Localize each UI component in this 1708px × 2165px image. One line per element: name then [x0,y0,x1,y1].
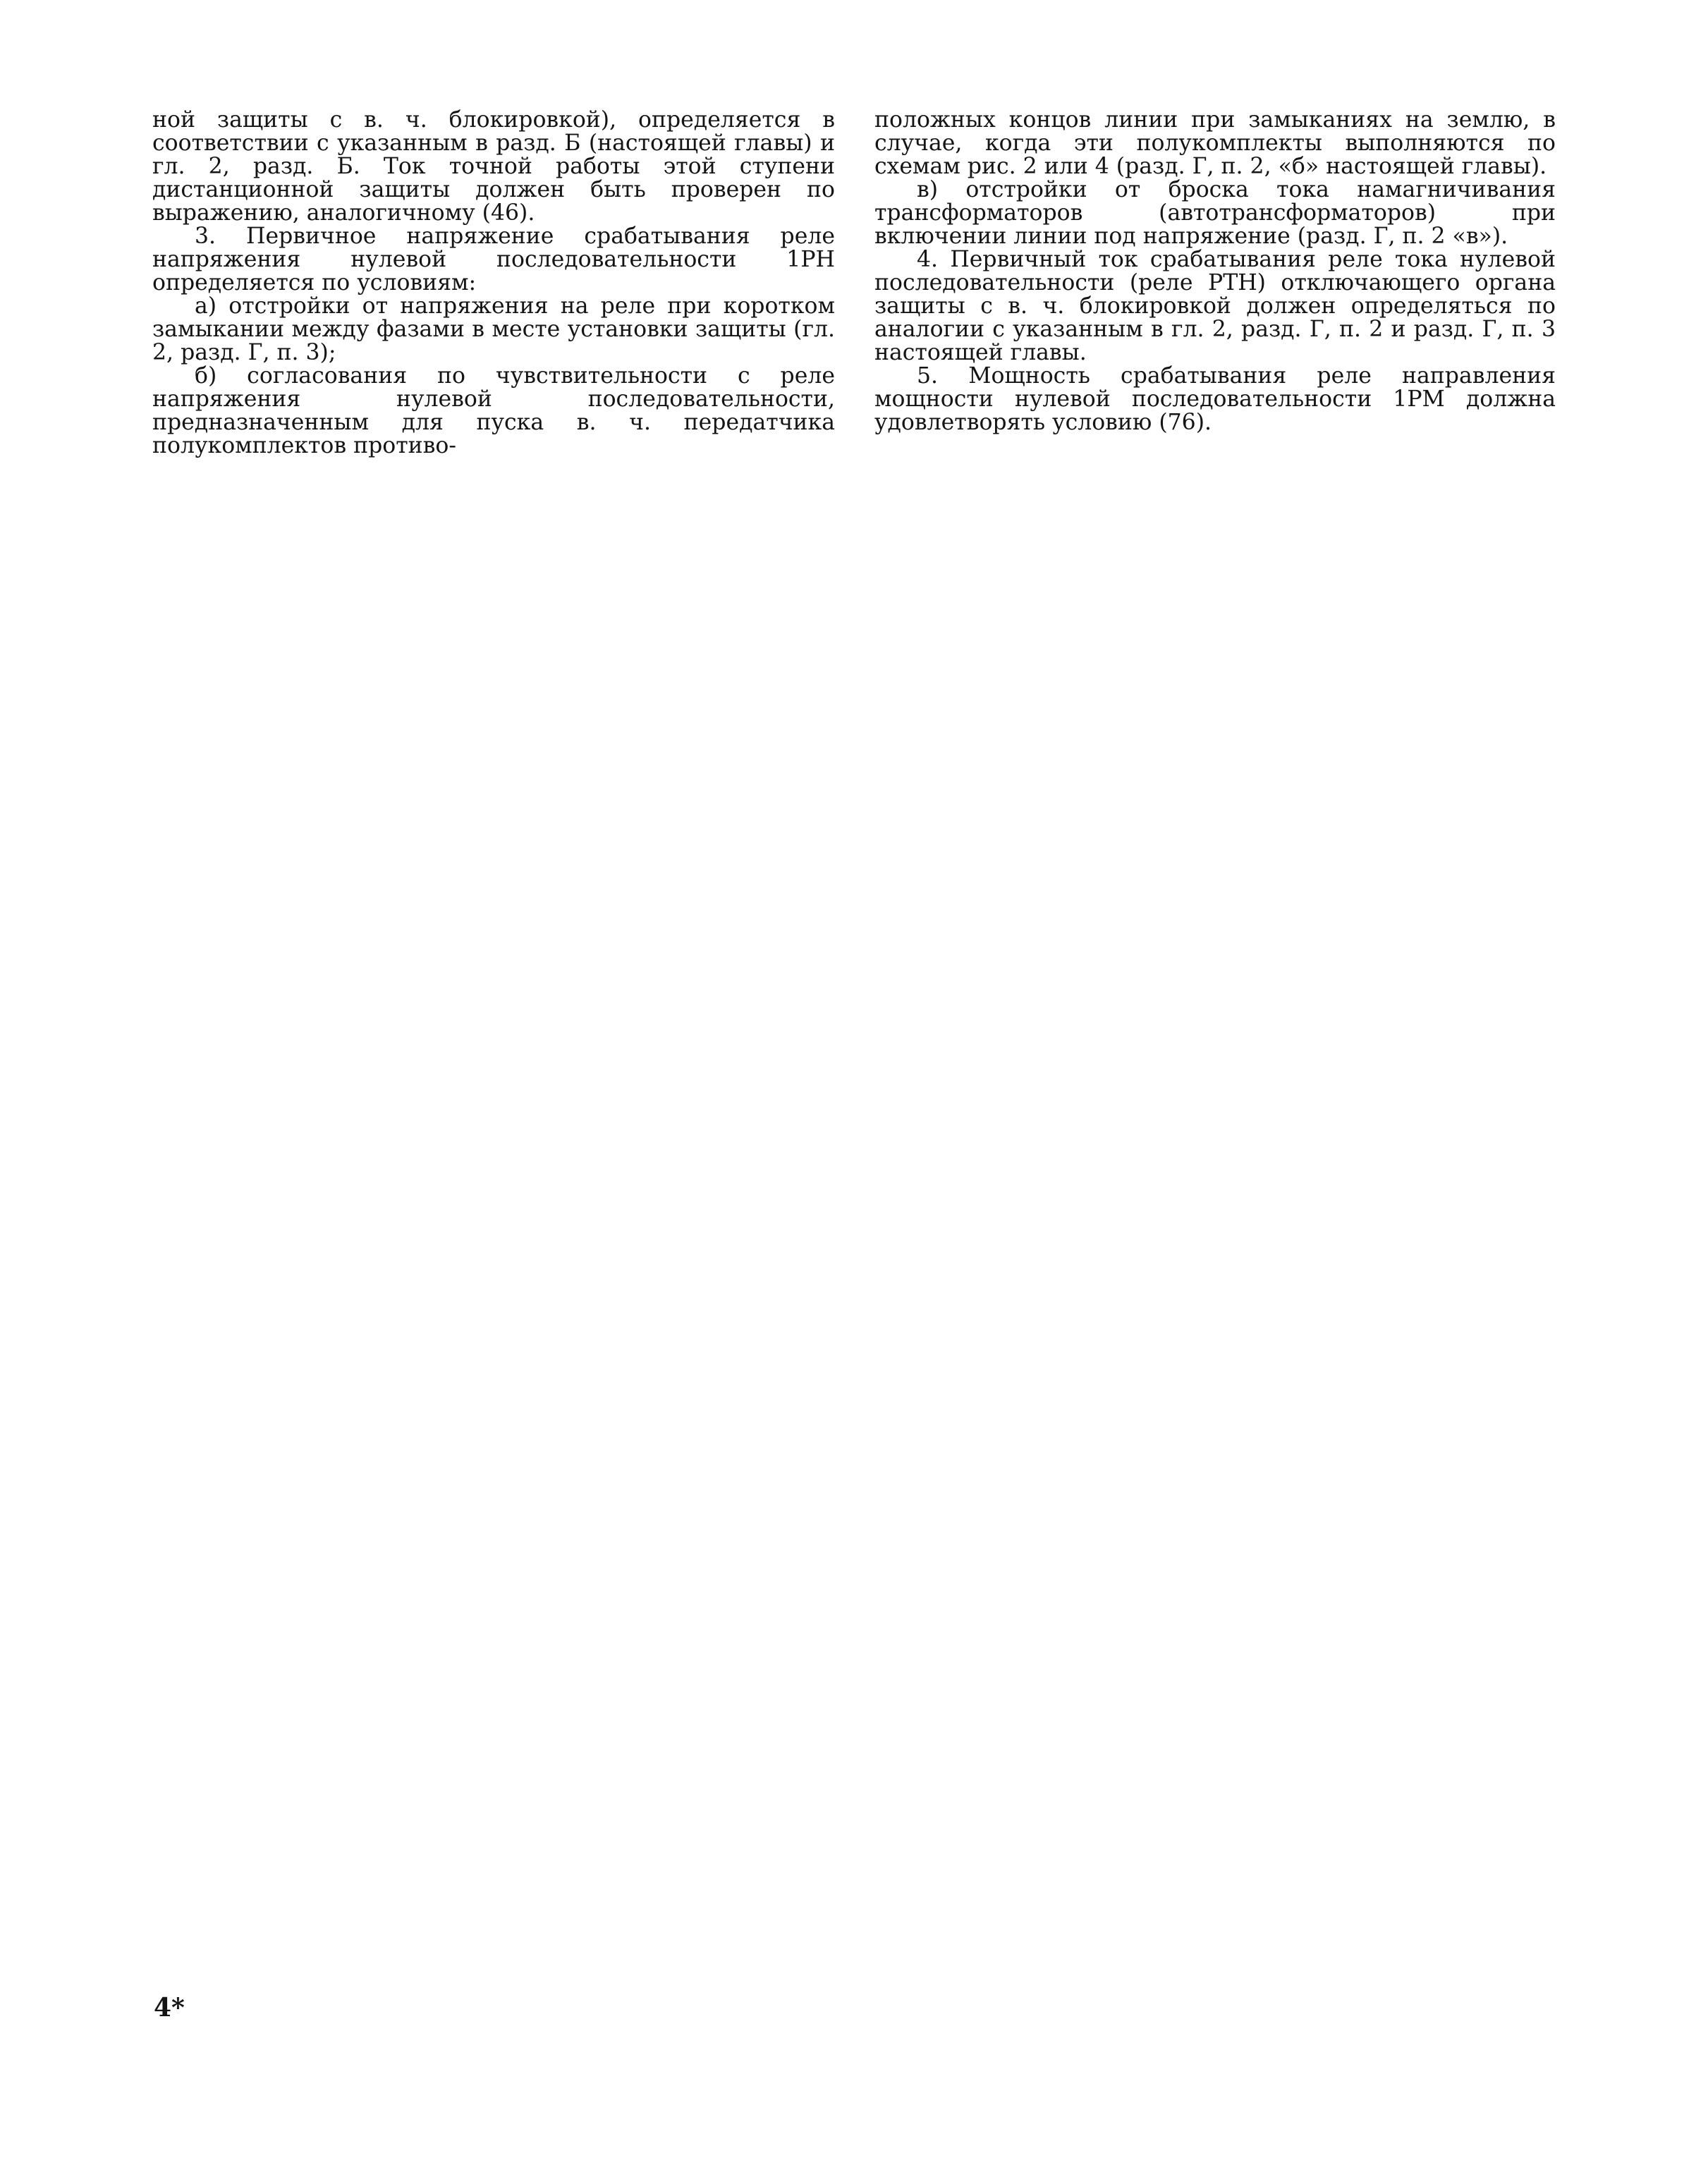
paragraph-item-4: 4. Первичный ток срабатывания реле тока нулевой последовательности (реле РТН) отключающего органа защиты с в. ч. блокировкой должен определяться по аналогии с указанным в гл. 2, разд. Г, п. 2 и разд. Г, п. 3 настоящей главы. [874,247,1556,365]
right-text-column [874,109,1556,434]
paragraph-item-3v: в) отстройки от броска тока намагничивания трансформаторов (автотрансформаторов) при включении линии под напряжение (разд. Г, п. 2 «в»). [874,177,1556,249]
paragraph-item-5: 5. Мощность срабатывания реле направления мощности нулевой последовательности 1РМ должна удовлетворять условию (76). [874,363,1556,435]
paragraph-item-3a: а) отстройки от напряжения на реле при коротком замыкании между фазами в месте установки защиты (гл. 2, разд. Г, п. 3); [152,293,835,365]
left-text-column [152,109,835,458]
paragraph-continuation: ной защиты с в. ч. блокировкой), определяется в соответствии с указанным в разд. Б (настоящей главы) и гл. 2, разд. Б. Ток точной работы этой ступени дистанционной защиты должен быть проверен по выражению, аналогичному (46). [152,107,835,226]
paragraph-item-3b: б) согласования по чувствительности с реле напряжения нулевой последовательности, предназначенным для пуска в. ч. передатчика полукомплектов противо- [152,363,835,458]
paragraph-continuation-right: положных концов линии при замыканиях на землю, в случае, когда эти полукомплекты выполняются по схемам рис. 2 или 4 (разд. Г, п. 2, «б» настоящей главы). [874,107,1556,179]
paragraph-item-3: 3. Первичное напряжение срабатывания реле напряжения нулевой последовательности 1РН определяется по условиям: [152,224,835,295]
page-number: 4* [154,1993,185,2023]
